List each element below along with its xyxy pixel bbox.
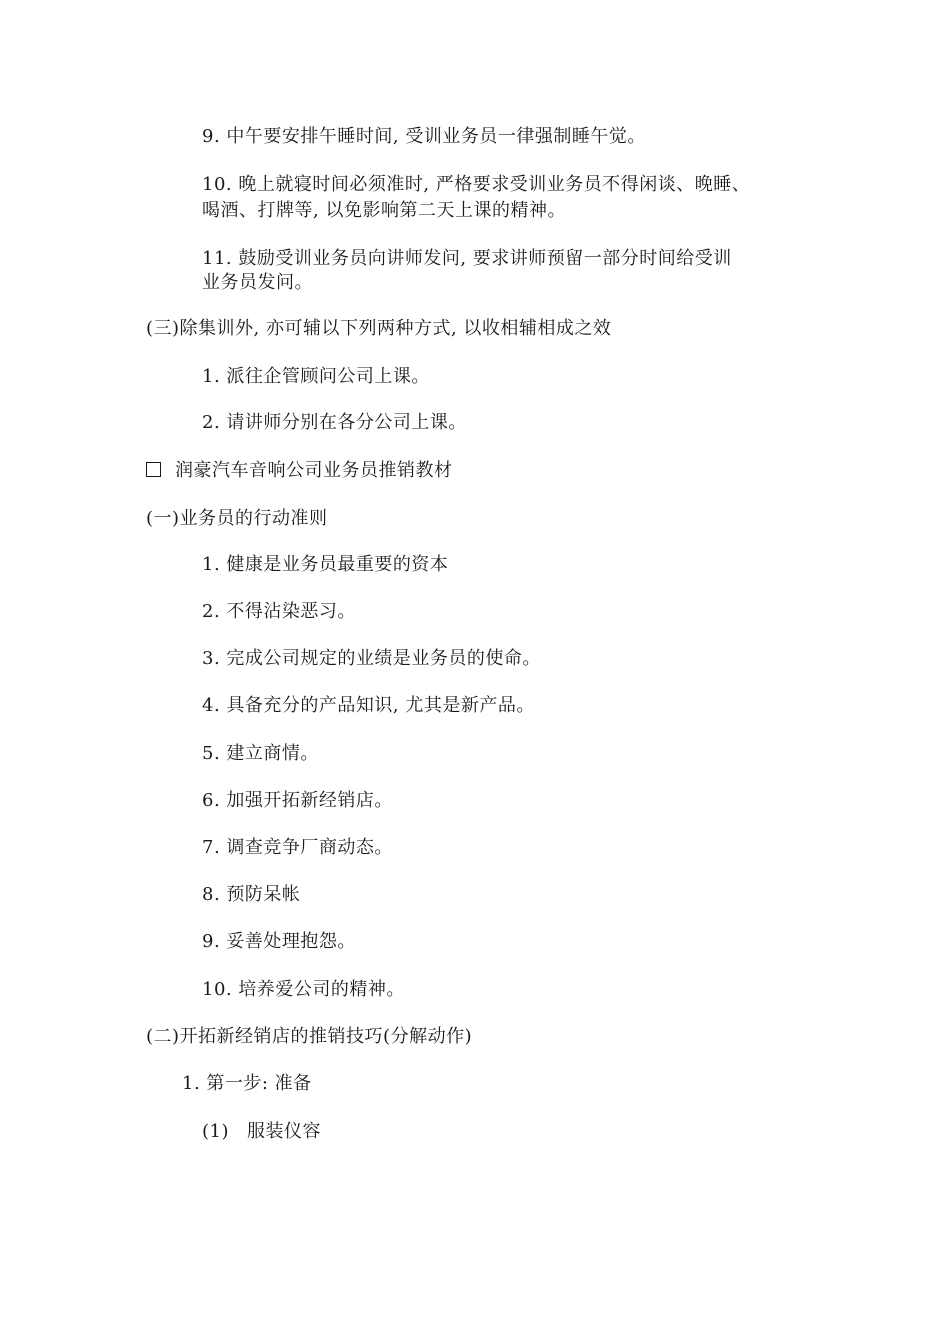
list-item: 6. 加强开拓新经销店。 xyxy=(202,790,393,811)
step-heading: 1. 第一步: 准备 xyxy=(182,1073,312,1094)
section-heading: (二)开拓新经销店的推销技巧(分解动作) xyxy=(146,1026,473,1047)
list-item: 2. 不得沾染恶习。 xyxy=(202,601,356,622)
sub-item xyxy=(202,1119,321,1145)
list-item: 7. 调查竞争厂商动态。 xyxy=(202,837,393,858)
sub-item-number: (1) xyxy=(202,1121,229,1142)
list-item: 4. 具备充分的产品知识, 尤其是新产品。 xyxy=(202,695,535,716)
list-item: 9. 妥善处理抱怨。 xyxy=(202,931,356,952)
list-item: 5. 建立商情。 xyxy=(202,743,319,764)
list-item: 10. 晚上就寝时间必须准时, 严格要求受训业务员不得闲谈、晚睡、 xyxy=(202,174,751,195)
list-item: 1. 派往企管顾问公司上课。 xyxy=(202,366,430,387)
list-item: 2. 请讲师分别在各分公司上课。 xyxy=(202,412,467,433)
list-item-continuation: 喝酒、打牌等, 以免影响第二天上课的精神。 xyxy=(202,200,566,221)
material-title xyxy=(146,458,453,484)
list-item-continuation: 业务员发问。 xyxy=(202,272,313,293)
material-title-text: 润豪汽车音响公司业务员推销教材 xyxy=(175,460,453,481)
list-item: 1. 健康是业务员最重要的资本 xyxy=(202,554,449,575)
section-heading: (一)业务员的行动准则 xyxy=(146,508,328,529)
sub-item-text: 服装仪容 xyxy=(247,1121,321,1142)
checkbox-icon xyxy=(146,462,161,477)
section-heading: (三)除集训外, 亦可辅以下列两种方式, 以收相辅相成之效 xyxy=(146,318,612,339)
list-item: 11. 鼓励受训业务员向讲师发问, 要求讲师预留一部分时间给受训 xyxy=(202,248,732,269)
list-item: 10. 培养爱公司的精神。 xyxy=(202,979,405,1000)
list-item: 8. 预防呆帐 xyxy=(202,884,301,905)
list-item: 9. 中午要安排午睡时间, 受训业务员一律强制睡午觉。 xyxy=(202,126,646,147)
list-item: 3. 完成公司规定的业绩是业务员的使命。 xyxy=(202,648,541,669)
